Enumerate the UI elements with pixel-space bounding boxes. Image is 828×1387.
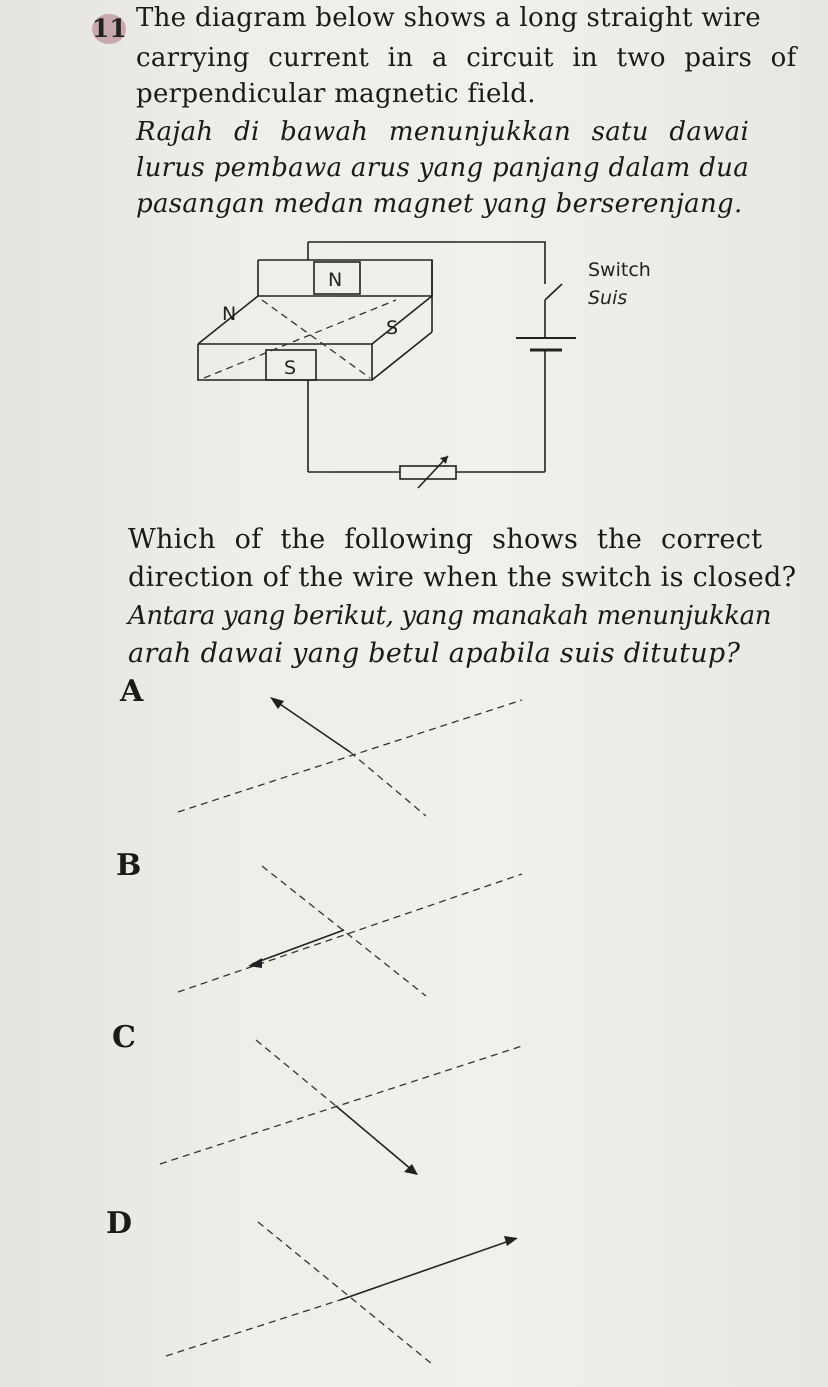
switch-blade bbox=[545, 284, 562, 300]
switch-label-ms: Suis bbox=[588, 287, 628, 309]
prompt-text-en-1: Which of the following shows the correct bbox=[128, 524, 763, 555]
switch-label-en: Switch bbox=[588, 259, 651, 281]
prompt-text-en-2: direction of the wire when the switch is closed? bbox=[128, 562, 797, 593]
prompt-text-ms-1: Antara yang berikut, yang manakah menunjukkan bbox=[128, 601, 772, 631]
option-b-label[interactable]: B bbox=[116, 848, 142, 883]
option-b-figure bbox=[178, 866, 522, 996]
option-d-label[interactable]: D bbox=[106, 1206, 133, 1241]
north-pole-left: N bbox=[222, 303, 237, 325]
option-c-figure bbox=[160, 1040, 522, 1175]
question-text-en-1: The diagram below shows a long straight wire bbox=[136, 3, 761, 33]
circuit-wire bbox=[308, 242, 576, 488]
north-pole-top: N bbox=[328, 269, 343, 291]
question-text-ms-2: lurus pembawa arus yang panjang dalam dua bbox=[136, 153, 749, 183]
question-text-ms-1: Rajah di bawah menunjukkan satu dawai bbox=[136, 117, 750, 147]
question-text-ms-3: pasangan medan magnet yang berserenjang. bbox=[136, 189, 743, 219]
option-d-arrowhead bbox=[504, 1236, 518, 1246]
option-a-arrowhead bbox=[270, 697, 284, 709]
question-number: 11 bbox=[92, 14, 127, 43]
option-a-label[interactable]: A bbox=[120, 674, 144, 709]
question-text-en-2: carrying current in a circuit in two pairs of bbox=[136, 43, 797, 73]
question-text-en-3: perpendicular magnetic field. bbox=[136, 79, 536, 109]
south-pole-right: S bbox=[386, 317, 399, 339]
south-pole-bottom: S bbox=[284, 357, 297, 379]
option-a-figure bbox=[178, 697, 522, 816]
option-c-label[interactable]: C bbox=[112, 1020, 136, 1055]
prompt-text-ms-2: arah dawai yang betul apabila suis ditutup? bbox=[128, 638, 741, 669]
option-b-arrowhead bbox=[248, 958, 262, 968]
option-d-figure bbox=[166, 1222, 518, 1364]
